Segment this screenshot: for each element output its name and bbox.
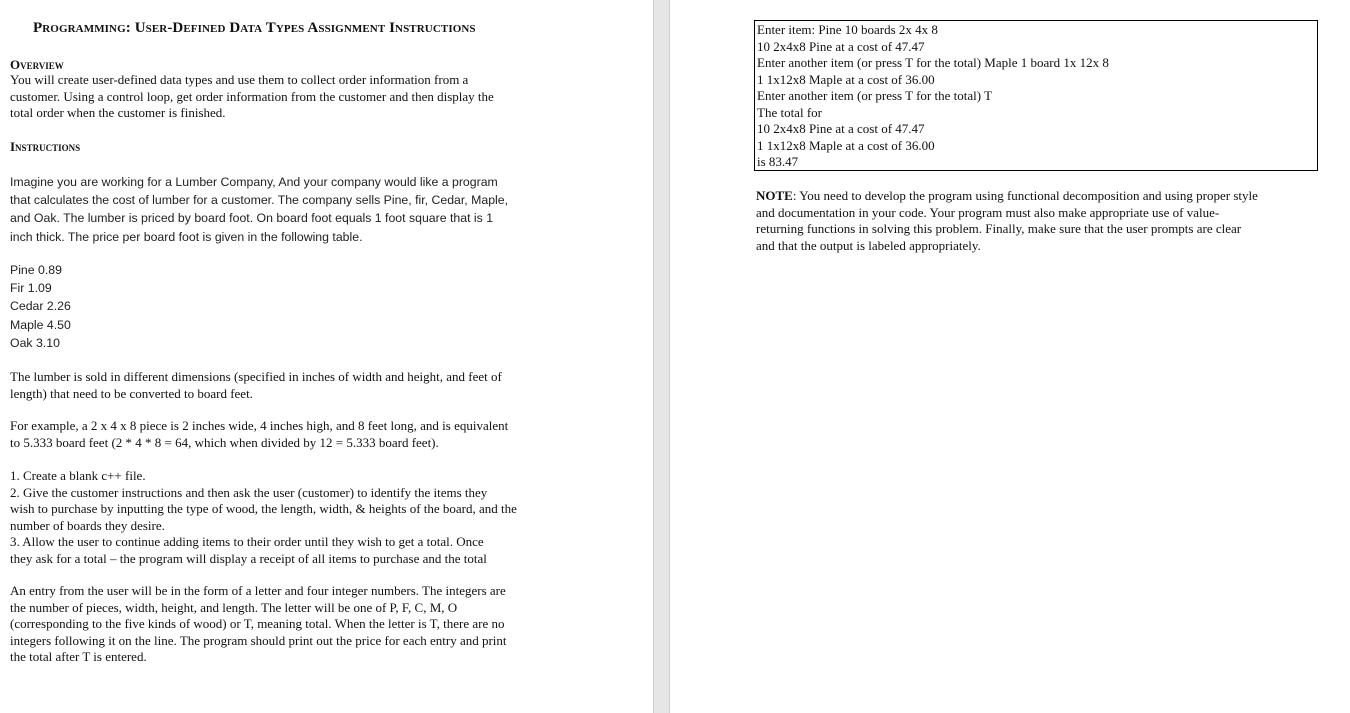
steps-list <box>10 468 517 567</box>
overview-text <box>10 72 494 122</box>
step-line: number of boards they desire. <box>10 517 165 533</box>
output-line: The total for <box>757 104 822 120</box>
entry-paragraph <box>10 583 507 666</box>
output-line: 1 1x12x8 Maple at a cost of 36.00 <box>757 137 935 153</box>
instructions-heading: Instructions <box>10 139 81 154</box>
output-line: is 83.47 <box>757 154 799 169</box>
output-line: 10 2x4x8 Pine at a cost of 47.47 <box>757 121 925 136</box>
overview-heading: Overview <box>10 57 64 72</box>
output-line: 10 2x4x8 Pine at a cost of 47.47 <box>757 38 925 54</box>
example-paragraph <box>10 418 508 451</box>
document-title: Programming: User-Defined Data Types Assignment Instructions <box>33 20 476 36</box>
entry-line: integers following it on the line. The program should print out the price for each entry and print <box>10 632 507 648</box>
overview-line: You will create user-defined data types and use them to collect order information from a <box>10 72 469 87</box>
entry-line: (corresponding to the five kinds of wood) or T, meaning total. When the letter is T, there are no <box>10 616 505 631</box>
intro-line: inch thick. The price per board foot is given in the following table. <box>10 229 363 244</box>
price-list <box>10 261 71 352</box>
output-line: Enter another item (or press T for the total) T <box>757 88 993 103</box>
entry-line: the number of pieces, width, height, and length. The letter will be one of P, F, C, M, O <box>10 599 458 615</box>
dimensions-line: length) that need to be converted to board feet. <box>10 385 253 401</box>
output-line: Enter item: Pine 10 boards 2x 4x 8 <box>757 22 938 37</box>
intro-line: that calculates the cost of lumber for a customer. The company sells Pine, fir, Cedar, Maple, <box>10 193 509 208</box>
entry-line: An entry from the user will be in the form of a letter and four integer numbers. The integers are <box>10 583 506 598</box>
price-item: Oak 3.10 <box>10 335 60 350</box>
step-line: they ask for a total – the program will display a receipt of all items to purchase and the total <box>10 550 487 566</box>
note-first-line-text: : You need to develop the program using functional decomposition and using proper style <box>792 188 1258 203</box>
page-gutter <box>653 0 670 713</box>
intro-line: Imagine you are working for a Lumber Company, And your company would like a program <box>10 175 498 189</box>
step-line: 3. Allow the user to continue adding items to their order until they wish to get a total. Once <box>10 534 484 549</box>
note-line: returning functions in solving this problem. Finally, make sure that the user prompts are clear <box>756 221 1242 236</box>
overview-line: customer. Using a control loop, get order information from the customer and then display the <box>10 88 494 104</box>
example-line: to 5.333 board feet (2 * 4 * 8 = 64, which when divided by 12 = 5.333 board feet). <box>10 434 439 450</box>
step-line: wish to purchase by inputting the type of wood, the length, width, & heights of the board, and the <box>10 501 517 516</box>
price-item: Maple 4.50 <box>10 317 71 332</box>
output-line: Enter another item (or press T for the total) Maple 1 board 1x 12x 8 <box>757 55 1109 70</box>
instructions-intro <box>10 173 508 246</box>
price-item: Pine 0.89 <box>10 263 62 277</box>
output-line: 1 1x12x8 Maple at a cost of 36.00 <box>757 71 935 87</box>
overview-line: total order when the customer is finished. <box>10 105 226 120</box>
note-paragraph <box>756 188 1258 254</box>
note-line: and that the output is labeled appropriately. <box>756 237 981 253</box>
note-label: NOTE <box>756 188 793 203</box>
dimensions-line: The lumber is sold in different dimensions (specified in inches of width and height, and feet of <box>10 369 502 384</box>
step-line: 1. Create a blank c++ file. <box>10 468 146 483</box>
sample-output-box <box>754 20 1318 171</box>
price-item: Cedar 2.26 <box>10 299 71 314</box>
note-line: and documentation in your code. Your program must also make appropriate use of value- <box>756 204 1220 220</box>
intro-line: and Oak. The lumber is priced by board foot. On board foot equals 1 foot square that is 1 <box>10 211 494 226</box>
step-line: 2. Give the customer instructions and then ask the user (customer) to identify the items they <box>10 484 488 500</box>
note-line <box>756 188 1258 205</box>
dimensions-paragraph <box>10 369 502 402</box>
entry-line: the total after T is entered. <box>10 649 147 664</box>
price-item: Fir 1.09 <box>10 281 52 296</box>
example-line: For example, a 2 x 4 x 8 piece is 2 inches wide, 4 inches high, and 8 feet long, and is equivalent <box>10 418 509 433</box>
